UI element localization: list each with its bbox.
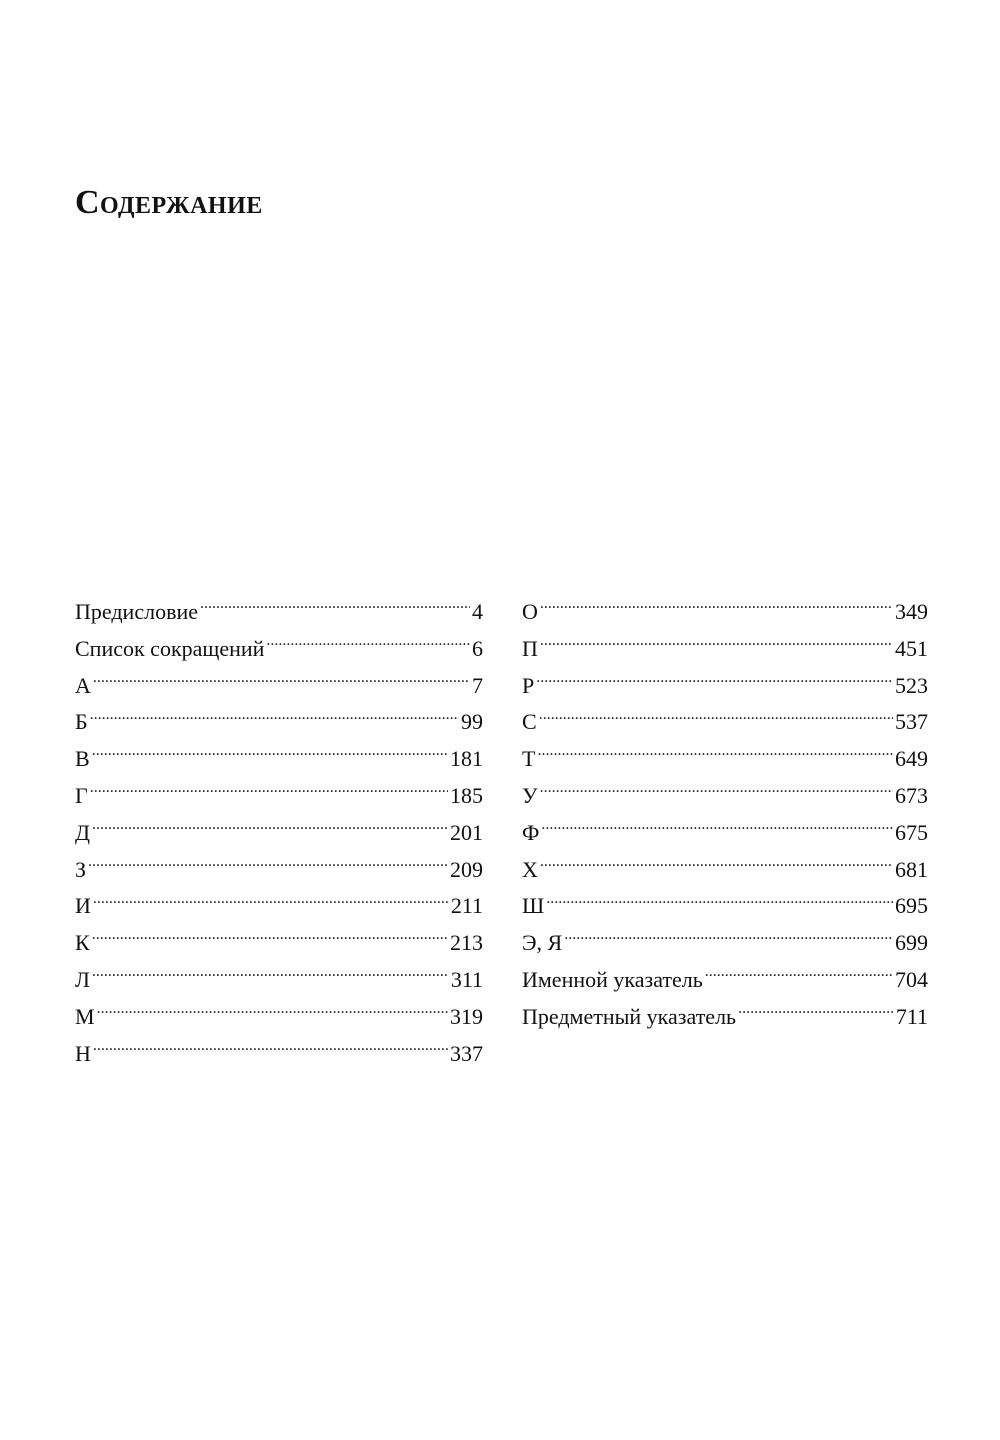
dot-leader: [537, 744, 893, 766]
dot-leader: [93, 891, 449, 913]
dot-leader: [88, 855, 448, 877]
toc-entry[interactable]: [522, 668, 928, 705]
toc-entry[interactable]: [522, 704, 928, 741]
toc-entry-label: Именной указатель: [522, 966, 703, 992]
toc-entry-page: 537: [895, 709, 928, 735]
toc-entry[interactable]: [75, 962, 483, 999]
dot-leader: [738, 1002, 894, 1024]
toc-entry-label: Г: [75, 782, 88, 808]
dot-leader: [200, 597, 470, 619]
toc-entry-label: Х: [522, 856, 538, 882]
dot-leader: [92, 744, 448, 766]
toc-entry-page: 451: [895, 635, 928, 661]
toc-entry[interactable]: [522, 962, 928, 999]
toc-entry[interactable]: [522, 778, 928, 815]
toc-entry-page: 675: [895, 819, 928, 845]
toc-entry-page: 99: [461, 709, 483, 735]
toc-entry-label: И: [75, 893, 91, 919]
dot-leader: [93, 671, 470, 693]
toc-entry-page: 311: [450, 966, 483, 992]
dot-leader: [92, 928, 448, 950]
toc-entry[interactable]: [75, 631, 483, 668]
toc-entry-page: 337: [450, 1040, 483, 1066]
toc-entry-label: Предисловие: [75, 599, 198, 624]
toc-entry-page: 4: [472, 599, 483, 624]
toc-entry-page: 704: [895, 966, 928, 992]
toc-entry[interactable]: [75, 852, 483, 889]
toc-right-column: [522, 594, 928, 1036]
toc-entry-page: 201: [450, 819, 483, 845]
toc-entry-label: С: [522, 709, 537, 735]
dot-leader: [540, 597, 893, 619]
toc-entry[interactable]: [522, 925, 928, 962]
dot-leader: [546, 891, 893, 913]
toc-entry-label: П: [522, 635, 538, 661]
toc-entry-page: 6: [472, 635, 483, 661]
toc-entry-label: Б: [75, 709, 88, 735]
toc-entry-label: Р: [522, 672, 535, 698]
dot-leader: [90, 781, 448, 803]
toc-entry-page: 711: [895, 1003, 928, 1029]
toc-entry[interactable]: [522, 888, 928, 925]
toc-entry[interactable]: [75, 704, 483, 741]
toc-entry[interactable]: [522, 631, 928, 668]
toc-entry[interactable]: [75, 888, 483, 925]
dot-leader: [90, 707, 459, 729]
page-title: Содержание: [75, 184, 263, 221]
toc-entry[interactable]: [75, 925, 483, 962]
toc-entry-label: Предметный указатель: [522, 1003, 737, 1029]
toc-entry[interactable]: [75, 741, 483, 778]
toc-left-column: [75, 594, 483, 1072]
dot-leader: [536, 671, 893, 693]
toc-entry-page: 7: [472, 672, 483, 698]
toc-entry-page: 681: [895, 856, 928, 882]
dot-leader: [540, 634, 893, 656]
toc-entry-page: 695: [895, 893, 928, 919]
toc-entry[interactable]: [522, 999, 928, 1036]
dot-leader: [93, 1039, 448, 1061]
toc-entry-page: 523: [895, 672, 928, 698]
toc-entry[interactable]: [522, 594, 928, 631]
toc-entry-page: 349: [895, 599, 928, 624]
toc-entry[interactable]: [522, 815, 928, 852]
toc-entry-label: Ф: [522, 819, 540, 845]
dot-leader: [97, 1002, 448, 1024]
toc-entry-label: Т: [522, 746, 536, 772]
toc-entry-page: 185: [450, 782, 483, 808]
toc-entry-page: 181: [450, 746, 483, 772]
toc-entry-label: Список сокращений: [75, 635, 265, 661]
toc-entry-label: Д: [75, 819, 91, 845]
toc-entry-label: М: [75, 1003, 95, 1029]
toc-entry-page: 213: [450, 930, 483, 956]
toc-entry-page: 699: [895, 930, 928, 956]
toc-entry[interactable]: [522, 741, 928, 778]
dot-leader: [540, 855, 893, 877]
dot-leader: [705, 965, 893, 987]
toc-entry-page: 649: [895, 746, 928, 772]
toc-entry[interactable]: [75, 999, 483, 1036]
toc-entry-label: У: [522, 782, 538, 808]
toc-entry[interactable]: [75, 778, 483, 815]
dot-leader: [564, 928, 893, 950]
toc-entry-label: А: [75, 672, 91, 698]
toc-entry[interactable]: [75, 668, 483, 705]
toc-entry-label: О: [522, 599, 538, 624]
toc-entry-page: 209: [450, 856, 483, 882]
dot-leader: [540, 781, 893, 803]
toc-entry-label: Ш: [522, 893, 545, 919]
dot-leader: [92, 965, 449, 987]
toc-entry-page: 673: [895, 782, 928, 808]
dot-leader: [266, 634, 470, 656]
toc-entry-page: 319: [450, 1003, 483, 1029]
toc-entry[interactable]: [75, 815, 483, 852]
toc-entry[interactable]: [522, 852, 928, 889]
toc-entry[interactable]: [75, 594, 483, 631]
dot-leader: [539, 707, 893, 729]
toc-entry-label: В: [75, 746, 90, 772]
toc-entry-label: К: [75, 930, 90, 956]
toc-entry-label: Л: [75, 966, 90, 992]
toc-entry-page: 211: [450, 893, 483, 919]
toc-entry-label: Н: [75, 1040, 91, 1066]
toc-entry[interactable]: [75, 1036, 483, 1073]
dot-leader: [92, 818, 448, 840]
toc-entry-label: З: [75, 856, 87, 882]
toc-entry-label: Э, Я: [522, 930, 563, 956]
dot-leader: [541, 818, 893, 840]
